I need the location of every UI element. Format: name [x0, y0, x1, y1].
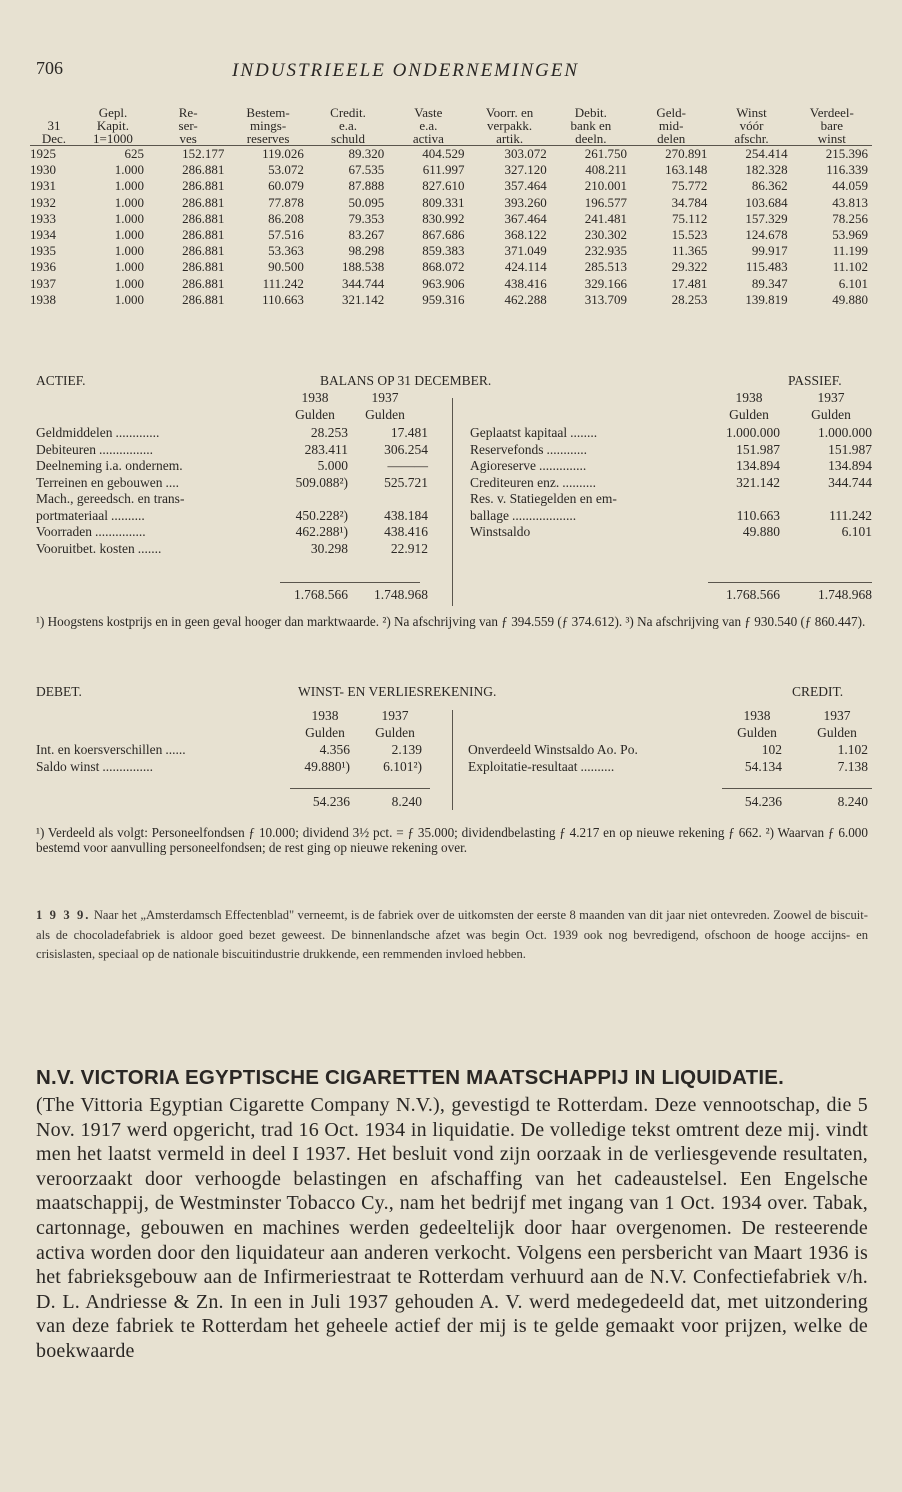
amount-1937: 2.139	[391, 742, 422, 757]
account-name: Terreinen en gebouwen	[36, 474, 163, 490]
value-cell: 53.072	[268, 162, 304, 178]
leader-dots: ................	[98, 441, 153, 457]
column-header: Re- ser- ves	[178, 105, 198, 146]
account-name: Saldo winst	[36, 759, 100, 774]
pl-right-total-rule	[722, 788, 872, 789]
value-cell: 438.416	[504, 275, 547, 291]
balance-left-year-2: 1937	[371, 390, 399, 405]
value-cell: 313.709	[584, 291, 628, 307]
pl-right-total-1: 54.236	[744, 794, 782, 809]
value-cell: 232.935	[584, 243, 628, 259]
account-name: Deelneming i.a. ondernem.	[36, 458, 183, 473]
value-cell: 868.072	[422, 259, 465, 275]
value-cell: 1.000	[114, 227, 144, 243]
value-cell: 1.000	[114, 291, 144, 307]
value-cell: 89.347	[751, 275, 788, 291]
amount-1938: 28.253	[310, 425, 348, 440]
value-cell: 49.880	[832, 291, 868, 307]
value-cell: 215.396	[825, 146, 868, 161]
year-cell: 1935	[30, 243, 56, 259]
value-cell: 329.166	[584, 275, 628, 291]
value-cell: 404.529	[422, 146, 465, 161]
year-cell: 1931	[30, 178, 56, 194]
value-cell: 241.481	[584, 210, 628, 226]
value-cell: 90.500	[268, 259, 304, 275]
balance-right-unit-2: Gulden	[811, 407, 851, 422]
account-name: Res. v. Statiegelden en em-	[470, 491, 617, 506]
column-header: Geld- mid- delen	[656, 105, 686, 146]
value-cell: 1.000	[114, 259, 144, 275]
value-cell: 367.464	[504, 210, 547, 226]
pl-left-year-1: 1938	[311, 708, 339, 723]
value-cell: 625	[124, 146, 144, 161]
value-cell: 87.888	[348, 178, 385, 194]
balance-left-total-2: 1.748.968	[374, 587, 428, 602]
value-cell: 11.102	[832, 259, 868, 275]
value-cell: 462.288	[504, 291, 547, 307]
amount-1938: 49.880	[742, 524, 780, 539]
value-cell: 344.744	[341, 275, 385, 291]
leader-dots: ............	[546, 441, 587, 457]
balance-right-year-1: 1938	[735, 390, 763, 405]
value-cell: 110.663	[262, 291, 304, 307]
value-cell: 1.000	[114, 210, 144, 226]
value-cell: 44.059	[832, 178, 868, 194]
value-cell: 115.483	[745, 259, 788, 275]
pl-left-unit-2: Gulden	[375, 725, 415, 740]
value-cell: 1.000	[114, 275, 144, 291]
amount-1937: 111.242	[829, 507, 872, 523]
balance-right-heading: PASSIEF.	[788, 373, 842, 388]
leader-dots: ........	[570, 425, 598, 440]
value-cell: 196.577	[584, 194, 628, 210]
value-cell: 286.881	[182, 291, 225, 307]
value-cell: 959.316	[422, 291, 465, 307]
value-cell: 210.001	[584, 178, 628, 194]
amount-1938: 5.000	[317, 458, 348, 473]
account-name: Winstsaldo	[470, 524, 531, 539]
value-cell: 163.148	[665, 162, 708, 178]
amount-1938: 54.134	[744, 759, 782, 774]
value-cell: 99.917	[751, 243, 788, 259]
pl-right-unit-1: Gulden	[737, 725, 777, 740]
value-cell: 286.881	[182, 227, 225, 243]
pl-footnote: ¹) Verdeeld als volgt: Personeelfondsen ƒ 10.000; dividend 3½ pct. = ƒ 35.000; dividendbelasting ƒ 4.217 en op nieuwe rekening ƒ 662. ²) Waarvan ƒ 6.000 bestemd voor aanvulling personeelfondsen; de rest ging op nieuwe rekening over.	[36, 825, 868, 855]
value-cell: 152.177	[182, 146, 225, 161]
pl-left-total-1: 54.236	[312, 794, 350, 809]
account-name: portmateriaal	[36, 507, 108, 523]
leader-dots: ...............	[94, 524, 146, 539]
value-cell: 83.267	[348, 227, 385, 243]
pl-right-year-1: 1938	[743, 708, 771, 723]
account-name: Exploitatie-resultaat	[468, 759, 578, 774]
value-cell: 111.242	[262, 275, 304, 291]
value-cell: 867.686	[422, 227, 465, 243]
column-header: Bestem- mings- reserves	[246, 105, 290, 146]
value-cell: 286.881	[182, 259, 225, 275]
value-cell: 182.328	[745, 162, 788, 178]
column-header: 31 Dec.	[41, 118, 67, 146]
leader-dots: .............	[115, 425, 160, 440]
amount-1937: 22.912	[390, 540, 428, 556]
value-cell: 34.784	[671, 194, 708, 210]
year-cell: 1933	[30, 210, 56, 226]
value-cell: 17.481	[671, 275, 708, 291]
pl-right-unit-2: Gulden	[817, 725, 857, 740]
value-cell: 188.538	[341, 259, 385, 275]
amount-1937: 6.101²)	[383, 759, 422, 774]
value-cell: 321.142	[341, 291, 385, 307]
value-cell: 89.320	[348, 146, 385, 161]
amount-1937: 525.721	[384, 474, 428, 490]
account-name: Voorraden	[36, 524, 92, 539]
balance-left-unit-2: Gulden	[365, 407, 405, 422]
pl-left-unit-1: Gulden	[305, 725, 345, 740]
amount-1938: 134.894	[736, 458, 780, 473]
value-cell: 53.363	[268, 243, 304, 259]
amount-1938: 509.088²)	[295, 474, 348, 490]
value-cell: 611.997	[422, 162, 465, 178]
pl-left-total-rule	[290, 788, 430, 789]
value-cell: 286.881	[182, 243, 225, 259]
value-cell: 79.353	[348, 210, 385, 226]
value-cell: 963.906	[422, 275, 465, 291]
value-cell: 53.969	[832, 227, 868, 243]
year-cell: 1930	[30, 162, 56, 178]
year-cell: 1932	[30, 194, 56, 210]
value-cell: 286.881	[182, 178, 225, 194]
value-cell: 285.513	[584, 259, 628, 275]
pl-right-year-2: 1937	[823, 708, 851, 723]
value-cell: 29.322	[671, 259, 708, 275]
pl-right-heading: CREDIT.	[792, 684, 844, 699]
amount-1937: 306.254	[384, 441, 428, 457]
pl-left-total-2: 8.240	[391, 794, 422, 809]
column-header: Debit. bank en deeln.	[570, 105, 612, 146]
amount-1938: 110.663	[736, 507, 780, 523]
account-name: Mach., gereedsch. en trans-	[36, 491, 185, 506]
account-name: ballage	[470, 507, 509, 523]
value-cell: 11.199	[832, 243, 868, 259]
leader-dots: ...............	[102, 759, 154, 774]
year-cell: 1937	[30, 275, 56, 291]
column-header: Gepl. Kapit. 1=1000	[93, 105, 133, 146]
balance-title: BALANS OP 31 DECEMBER.	[320, 373, 492, 388]
value-cell: 827.610	[422, 178, 465, 194]
value-cell: 1.000	[114, 178, 144, 194]
company-description: (The Vittoria Egyptian Cigarette Company N.V.), gevestigd te Rotterdam. Deze vennootschap, die 5 Nov. 1917 werd opgericht, trad 16 Oct. 1934 in liquidatie. De volledige tekst omtrent deze mij. vindt men het laatst vermeld in deel I 1937. Het besluit vond zijn oorzaak in de verliesgevende resultaten, veroorzaakt door verhoogde belastingen en afschaffing van het cadeaustelsel. Een Engelsche maatschappij, de Westminster Tobacco Cy., nam het bedrijf met ingang van 1 Oct. 1934 over. Tabak, cartonnage, gebouwen en machines werden gedeeltelijk door haar overgenomen. De resteerende activa worden door den liquidateur aan anderen verkocht. Volgens een persbericht van Maart 1936 is het fabrieksgebouw aan de Infirmeriestraat te Rotterdam verhuurd aan de N.V. Confectiefabriek v/h. D. L. Andriesse & Zn. In een in Juli 1937 gehouden A. V. werd medegedeeld dat, met uitzondering van deze fabriek te Rotterdam het geheele actief der mij is te gelde gemaakt voor prijzen, welke de boekwaarde	[36, 1094, 868, 1362]
value-cell: 859.383	[422, 243, 465, 259]
amount-1937: 6.101	[841, 524, 872, 539]
value-cell: 327.120	[504, 162, 547, 178]
year-cell: 1925	[30, 146, 56, 161]
amount-1938: 4.356	[319, 742, 350, 757]
value-cell: 67.535	[348, 162, 385, 178]
value-cell: 78.256	[832, 210, 868, 226]
value-cell: 809.331	[422, 194, 465, 210]
amount-1938: 49.880¹)	[304, 759, 350, 774]
account-label	[36, 742, 186, 757]
value-cell: 286.881	[182, 162, 225, 178]
amount-1937: 438.416	[384, 524, 428, 539]
value-cell: 1.000	[114, 194, 144, 210]
pl-right-total-2: 8.240	[837, 794, 868, 809]
value-cell: 43.813	[832, 194, 868, 210]
value-cell: 15.523	[671, 227, 708, 243]
balance-left-total-1: 1.768.566	[294, 587, 348, 602]
column-header: Winst vóór afschr.	[734, 105, 769, 146]
balance-right-total-1: 1.768.566	[726, 587, 780, 602]
value-cell: 371.049	[504, 243, 547, 259]
value-cell: 28.253	[671, 291, 708, 307]
leader-dots: ..............	[538, 458, 587, 473]
amount-1938: 321.142	[736, 474, 780, 490]
account-name: Agioreserve	[470, 458, 536, 473]
amount-1937: 151.987	[828, 441, 872, 457]
amount-1937: 1.102	[837, 742, 868, 757]
column-header: Vaste e.a. activa	[412, 105, 444, 146]
value-cell: 303.072	[504, 146, 547, 161]
value-cell: 1.000	[114, 162, 144, 178]
value-cell: 77.878	[268, 194, 304, 210]
value-cell: 393.260	[504, 194, 547, 210]
amount-1937: 438.184	[384, 507, 428, 523]
balance-footnote: ¹) Hoogstens kostprijs en in geen geval hooger dan marktwaarde. ²) Na afschrijving van ƒ 394.559 (ƒ 374.612). ³) Na afschrijving van ƒ 930.540 (ƒ 860.447).	[36, 614, 866, 629]
value-cell: 75.772	[671, 178, 708, 194]
column-header: Credit. e.a. schuld	[330, 105, 366, 146]
account-name: Geplaatst kapitaal	[470, 425, 568, 440]
account-label	[468, 742, 638, 757]
value-cell: 261.750	[584, 146, 628, 161]
leader-dots: ..........	[110, 507, 145, 523]
account-label	[468, 759, 614, 774]
account-name: Geldmiddelen	[36, 425, 113, 440]
amount-1937: 344.744	[828, 474, 872, 490]
column-header: Voorr. en verpakk. artik.	[485, 105, 534, 146]
year-cell: 1936	[30, 259, 56, 275]
account-label	[36, 759, 153, 774]
amount-1937: 17.481	[390, 425, 428, 440]
amount-1937: 7.138	[837, 759, 868, 774]
value-cell: 124.678	[745, 227, 788, 243]
amount-1938: 30.298	[310, 540, 348, 556]
value-cell: 424.114	[504, 259, 547, 275]
balance-right-total-2: 1.748.968	[818, 587, 872, 602]
account-name: Int. en koersverschillen	[36, 742, 163, 757]
leader-dots: ..........	[562, 474, 596, 490]
value-cell: 254.414	[745, 146, 788, 161]
leader-dots: ....	[165, 474, 179, 490]
balance-left-heading: ACTIEF.	[36, 373, 86, 388]
balance-left-unit-1: Gulden	[295, 407, 335, 422]
amount-1937: 134.894	[828, 458, 872, 473]
value-cell: 830.992	[422, 210, 465, 226]
column-header: Verdeel- bare winst	[809, 105, 854, 146]
year-cell: 1934	[30, 227, 56, 243]
news-year: 1 9 3 9.	[36, 908, 91, 922]
value-cell: 119.026	[262, 146, 304, 161]
company-title: N.V. VICTORIA EGYPTISCHE CIGARETTEN MAATSCHAPPIJ IN LIQUIDATIE.	[36, 1066, 785, 1089]
value-cell: 116.339	[826, 162, 868, 178]
account-name: Crediteuren enz.	[470, 474, 560, 490]
balance-right-unit-1: Gulden	[729, 407, 769, 422]
value-cell: 60.079	[268, 178, 304, 194]
value-cell: 286.881	[182, 210, 225, 226]
value-cell: 6.101	[838, 275, 868, 291]
amount-1938: 450.228²)	[295, 507, 348, 523]
amount-1937: 1.000.000	[818, 425, 872, 440]
pl-left-heading: DEBET.	[36, 684, 82, 699]
page-number: 706	[36, 58, 63, 78]
account-name: Vooruitbet. kosten	[36, 540, 135, 556]
value-cell: 408.211	[585, 162, 628, 178]
value-cell: 11.365	[672, 243, 708, 259]
amount-1937: ———	[387, 458, 428, 473]
leader-dots: ..........	[580, 759, 615, 774]
value-cell: 230.302	[584, 227, 628, 243]
value-cell: 270.891	[665, 146, 708, 161]
value-cell: 86.208	[268, 210, 304, 226]
balance-left-year-1: 1938	[301, 390, 329, 405]
account-name: Reservefonds	[470, 441, 544, 457]
amount-1938: 283.411	[304, 441, 348, 457]
amount-1938: 1.000.000	[726, 425, 780, 440]
leader-dots: ...................	[511, 507, 577, 523]
balance-right-year-2: 1937	[817, 390, 845, 405]
value-cell: 357.464	[504, 178, 547, 194]
leader-dots: .......	[137, 540, 162, 556]
amount-1938: 151.987	[736, 441, 780, 457]
value-cell: 103.684	[745, 194, 788, 210]
value-cell: 75.112	[672, 210, 708, 226]
value-cell: 57.516	[268, 227, 304, 243]
year-cell: 1938	[30, 291, 56, 307]
news-text: Naar het „Amsterdamsch Effectenblad" verneemt, is de fabriek over de uitkomsten der eerste 8 maanden van dit jaar niet ontevreden. Zoowel de biscuit- als de chocoladefabriek is aldoor goed bezet geweest. De binnenlandsche afzet was begin Oct. 1939 ook nog bevredigend, ofschoon de hooge accijns- en crisislasten, speciaal op de nationale biscuitindustrie drukkende, een remmenden invloed hebben.	[36, 908, 868, 962]
value-cell: 157.329	[745, 210, 788, 226]
news-1939-paragraph	[36, 906, 868, 965]
running-title: INDUSTRIEELE ONDERNEMINGEN	[232, 60, 580, 81]
value-cell: 286.881	[182, 275, 225, 291]
pl-left-year-2: 1937	[381, 708, 409, 723]
amount-1938: 462.288¹)	[295, 524, 348, 539]
value-cell: 1.000	[114, 243, 144, 259]
value-cell: 139.819	[745, 291, 788, 307]
account-name: Debiteuren	[36, 441, 96, 457]
leader-dots: ......	[165, 742, 186, 757]
value-cell: 98.298	[348, 243, 385, 259]
value-cell: 368.122	[504, 227, 547, 243]
pl-divider	[452, 710, 453, 810]
value-cell: 286.881	[182, 194, 225, 210]
account-name: Onverdeeld Winstsaldo Ao. Po.	[468, 742, 638, 757]
value-cell: 50.095	[348, 194, 385, 210]
pl-title: WINST- EN VERLIESREKENING.	[298, 684, 497, 699]
amount-1938: 102	[761, 742, 782, 757]
value-cell: 86.362	[751, 178, 788, 194]
